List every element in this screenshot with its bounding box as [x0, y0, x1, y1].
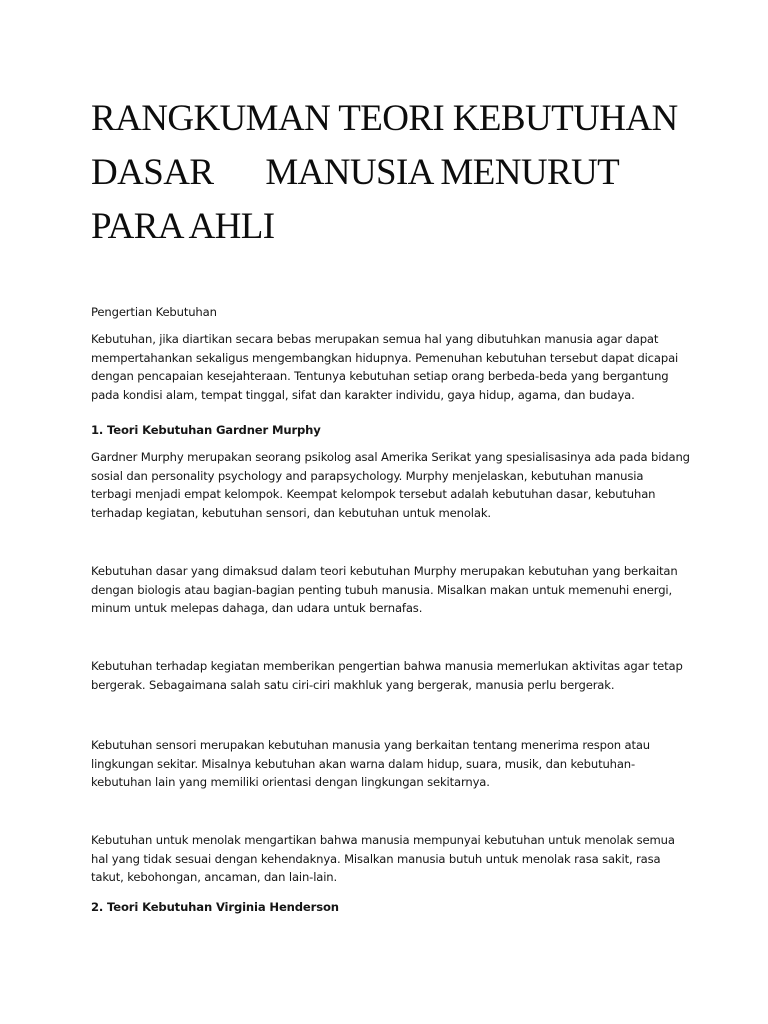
paragraph-line: Kebutuhan untuk menolak mengartikan bahwa manusia mempunyai kebutuhan untuk menolak semua [91, 833, 675, 847]
paragraph-line: terhadap kegiatan, kebutuhan sensori, dan kebutuhan untuk menolak. [91, 505, 491, 520]
paragraph-line: dengan pencapaian kesejahteraan. Tentunya kebutuhan setiap orang berbeda-beda yang bergantung [91, 369, 669, 384]
paragraph-line: dengan biologis atau bagian-bagian penting tubuh manusia. Misalkan makan untuk memenuhi energi, [91, 582, 673, 597]
paragraph-line: Kebutuhan dasar yang dimaksud dalam teori kebutuhan Murphy merupakan kebutuhan yang berkaitan [91, 564, 678, 578]
paragraph-line: takut, kebohongan, ancaman, dan lain-lain. [91, 870, 338, 885]
paragraph-line: hal yang tidak sesuai dengan kehendaknya. Misalkan manusia butuh untuk menolak rasa sakit, rasa [91, 851, 661, 866]
paragraph-kebutuhan-dasar [91, 562, 691, 618]
paragraph-kebutuhan-kegiatan [91, 657, 691, 694]
section-heading-henderson [91, 898, 691, 917]
heading-text: 1. Teori Kebutuhan Gardner Murphy [91, 423, 321, 437]
heading-text: Pengertian Kebutuhan [91, 305, 217, 319]
paragraph-line: lingkungan sekitar. Misalnya kebutuhan akan warna dalam hidup, suara, musik, dan kebutuhan- [91, 756, 636, 771]
title-line: DASAR MANUSIA MENURUT [91, 152, 620, 193]
section-heading-pengertian [91, 303, 691, 322]
paragraph-line: sosial dan personality psychology and parapsychology. Murphy menjelaskan, kebutuhan manusia [91, 468, 644, 483]
paragraph-line: mempertahankan sekaligus mengembangkan hidupnya. Pemenuhan kebutuhan tersebut dapat dicapai [91, 350, 679, 365]
paragraph-line: Kebutuhan terhadap kegiatan memberikan pengertian bahwa manusia memerlukan aktivitas agar tetap [91, 659, 683, 673]
paragraph-line: pada kondisi alam, tempat tinggal, sifat dan karakter individu, gaya hidup, agama, dan budaya. [91, 387, 635, 402]
paragraph-kebutuhan-sensori [91, 736, 691, 792]
paragraph-murphy-intro [91, 448, 691, 522]
paragraph-line: Kebutuhan, jika diartikan secara bebas merupakan semua hal yang dibutuhkan manusia agar dapat [91, 332, 659, 346]
paragraph-kebutuhan-menolak [91, 831, 691, 887]
heading-text: 2. Teori Kebutuhan Virginia Henderson [91, 900, 339, 914]
paragraph-pengertian [91, 330, 691, 404]
paragraph-line: bergerak. Sebagaimana salah satu ciri-ciri makhluk yang bergerak, manusia perlu bergerak. [91, 677, 615, 692]
section-heading-murphy [91, 421, 691, 440]
paragraph-line: Kebutuhan sensori merupakan kebutuhan manusia yang berkaitan tentang menerima respon atau [91, 738, 651, 752]
paragraph-line: minum untuk melepas dahaga, dan udara untuk bernafas. [91, 601, 423, 616]
paragraph-line: kebutuhan lain yang memiliki orientasi dengan lingkungan sekitarnya. [91, 775, 490, 790]
title-line: PARA AHLI [91, 206, 275, 247]
paragraph-line: terbagi menjadi empat kelompok. Keempat kelompok tersebut adalah kebutuhan dasar, kebutuhan [91, 487, 656, 502]
paragraph-line: Gardner Murphy merupakan seorang psikolog asal Amerika Serikat yang spesialisasinya ada pada bidang [91, 450, 690, 464]
document-title [91, 92, 711, 254]
title-line: RANGKUMAN TEORI KEBUTUHAN [91, 98, 678, 139]
